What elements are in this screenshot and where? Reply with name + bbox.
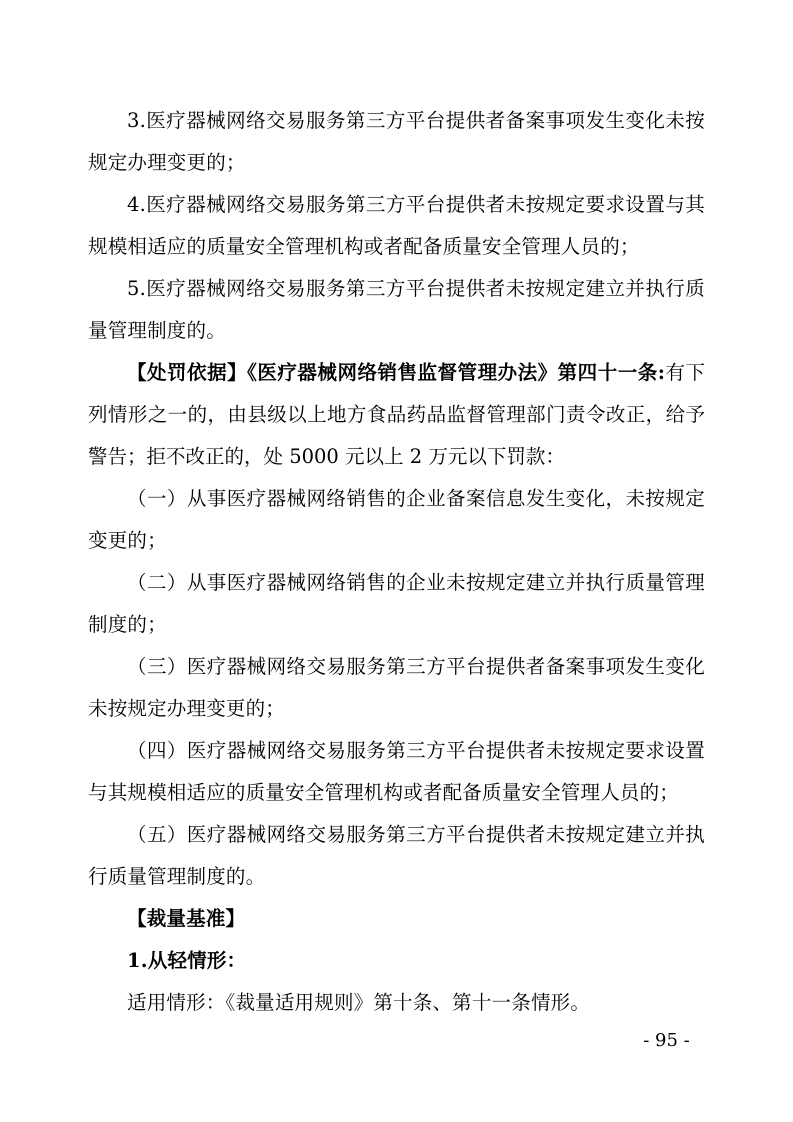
paragraph-item-5: 5.医疗器械网络交易服务第三方平台提供者未按规定建立并执行质量管理制度的。 <box>88 277 705 342</box>
paragraph-clause-3: （三）医疗器械网络交易服务第三方平台提供者备案事项发生变化未按规定办理变更的； <box>88 655 705 720</box>
penalty-basis-paragraph <box>88 352 705 478</box>
paragraph-clause-1: （一）从事医疗器械网络销售的企业备案信息发生变化，未按规定变更的； <box>88 487 705 552</box>
paragraph-clause-2: （二）从事医疗器械网络销售的企业未按规定建立并执行质量管理制度的； <box>88 571 705 636</box>
paragraph-clause-4: （四）医疗器械网络交易服务第三方平台提供者未按规定要求设置与其规模相适应的质量安全管理机构或者配备质量安全管理人员的； <box>88 739 705 804</box>
paragraph-item-3: 3.医疗器械网络交易服务第三方平台提供者备案事项发生变化未按规定办理变更的； <box>88 109 705 174</box>
penalty-basis-text: 有下列情形之一的，由县级以上地方食品药品监督管理部门责令改正，给予警告；拒不改正的，处 5000 元以上 2 万元以下罚款： <box>88 361 705 468</box>
document-body <box>88 100 705 1024</box>
page-number <box>0 1030 793 1051</box>
lenient-case-heading: 1.从轻情形： <box>127 949 247 972</box>
discretion-standard-heading: 【裁量基准】 <box>127 907 246 930</box>
penalty-basis-label: 【处罚依据】《医疗器械网络销售监督管理办法》第四十一条: <box>127 361 665 384</box>
paragraph-clause-5: （五）医疗器械网络交易服务第三方平台提供者未按规定建立并执行质量管理制度的。 <box>88 823 705 888</box>
applicable-situation-text: 适用情形：《裁量适用规则》第十条、第十一条情形。 <box>127 991 591 1014</box>
page-number-value: - 95 - <box>643 1030 690 1051</box>
paragraph-item-4: 4.医疗器械网络交易服务第三方平台提供者未按规定要求设置与其规模相适应的质量安全管理机构或者配备质量安全管理人员的； <box>88 193 705 258</box>
